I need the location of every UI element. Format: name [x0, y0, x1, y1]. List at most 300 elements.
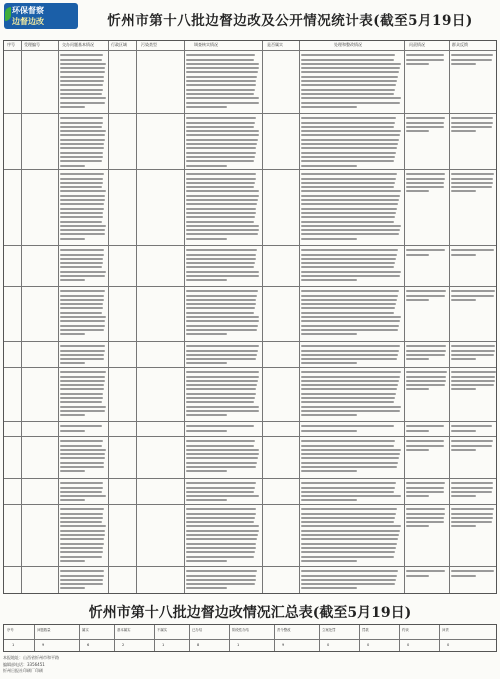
text-line — [301, 122, 395, 124]
text-line — [186, 54, 255, 56]
text-line — [186, 495, 259, 497]
text-line — [186, 345, 259, 347]
text-line — [186, 543, 256, 545]
text-line — [60, 89, 103, 91]
text-line — [406, 59, 444, 61]
text-line — [451, 249, 494, 251]
text-line — [451, 290, 495, 292]
text-line — [186, 212, 256, 214]
text-line — [451, 380, 495, 382]
text-line — [60, 173, 104, 175]
table-cell-text — [60, 288, 106, 339]
text-line — [186, 466, 256, 468]
summary-header-3: 基本属实 — [117, 628, 131, 632]
text-line — [301, 147, 397, 149]
summary-col-divider — [34, 625, 35, 651]
text-line — [186, 89, 255, 91]
text-line — [301, 84, 396, 86]
text-line — [186, 517, 255, 519]
text-line — [186, 295, 257, 297]
text-line — [406, 345, 446, 347]
text-line — [186, 312, 254, 314]
text-line — [301, 102, 400, 104]
text-line — [451, 254, 476, 256]
text-line — [60, 376, 105, 378]
text-line — [301, 97, 401, 99]
summary-header-9: 罚款 — [362, 628, 369, 632]
text-line — [186, 165, 227, 167]
summary-value-4: 1 — [162, 643, 165, 647]
text-line — [301, 312, 394, 314]
text-line — [301, 547, 396, 549]
text-line — [406, 388, 429, 390]
text-line — [301, 63, 401, 65]
text-line — [406, 122, 444, 124]
text-line — [301, 513, 396, 515]
col-header-8: 问责情况 — [409, 42, 425, 47]
text-line — [406, 482, 445, 484]
table-cell-text — [186, 568, 260, 593]
text-line — [186, 229, 259, 231]
table-cell-text — [451, 423, 496, 434]
summary-header-4: 不属实 — [157, 628, 168, 632]
text-line — [186, 538, 257, 540]
text-line — [301, 457, 399, 459]
text-line — [60, 290, 105, 292]
text-line — [186, 329, 257, 331]
text-line — [186, 457, 258, 459]
col-header-6: 是否属实 — [267, 42, 283, 47]
text-line — [301, 238, 357, 240]
table-col-divider — [299, 41, 300, 593]
table-cell-text — [451, 438, 496, 476]
text-line — [60, 525, 106, 527]
text-line — [186, 358, 256, 360]
text-line — [186, 579, 256, 581]
table-row-divider — [4, 169, 496, 170]
text-line — [186, 393, 256, 395]
text-line — [60, 513, 103, 515]
summary-header-11: 问责 — [442, 628, 449, 632]
text-line — [301, 76, 398, 78]
text-line — [186, 388, 256, 390]
text-line — [301, 165, 357, 167]
summary-header-2: 属实 — [82, 628, 89, 632]
text-line — [451, 508, 494, 510]
table-cell-text — [406, 115, 447, 167]
text-line — [60, 517, 103, 519]
text-line — [186, 208, 256, 210]
text-line — [186, 376, 259, 378]
text-line — [60, 530, 105, 532]
table-cell-text — [301, 423, 402, 434]
text-line — [301, 521, 394, 523]
table-cell-text — [406, 369, 447, 419]
table-cell-text — [301, 369, 402, 419]
text-line — [60, 76, 104, 78]
text-line — [60, 410, 105, 412]
text-line — [301, 160, 394, 162]
text-line — [60, 551, 103, 553]
text-line — [301, 397, 395, 399]
main-table — [3, 40, 497, 594]
text-line — [301, 380, 399, 382]
text-line — [186, 425, 254, 427]
text-line — [451, 63, 476, 65]
text-line — [451, 345, 495, 347]
col-header-0: 序号 — [7, 42, 15, 47]
table-cell-text — [301, 506, 402, 564]
text-line — [186, 482, 256, 484]
text-line — [60, 279, 85, 281]
text-line — [60, 295, 104, 297]
text-line — [451, 449, 476, 451]
text-line — [60, 547, 103, 549]
text-line — [301, 583, 395, 585]
text-line — [60, 178, 103, 180]
table-col-divider — [184, 41, 185, 593]
text-line — [186, 401, 254, 403]
text-line — [186, 587, 227, 589]
text-line — [60, 102, 105, 104]
summary-value-7: 9 — [282, 643, 285, 647]
table-cell-text — [60, 52, 106, 111]
text-line — [186, 307, 255, 309]
text-line — [301, 199, 399, 201]
text-line — [60, 156, 103, 158]
table-cell-text — [60, 247, 106, 284]
summary-col-divider — [399, 625, 400, 651]
table-row-divider — [4, 367, 496, 368]
table-col-divider — [108, 41, 109, 593]
text-line — [60, 350, 105, 352]
text-line — [60, 275, 105, 277]
text-line — [60, 466, 104, 468]
summary-header-6: 阶段性办结 — [232, 628, 249, 632]
text-line — [301, 143, 398, 145]
summary-col-divider — [229, 625, 230, 651]
text-line — [406, 126, 444, 128]
text-line — [301, 203, 398, 205]
text-line — [60, 579, 103, 581]
text-line — [186, 134, 259, 136]
summary-value-9: 0 — [367, 643, 370, 647]
text-line — [301, 362, 357, 364]
text-line — [301, 414, 357, 416]
text-line — [186, 279, 227, 281]
text-line — [60, 430, 85, 432]
text-line — [186, 93, 254, 95]
table-cell-text — [60, 438, 106, 476]
text-line — [301, 499, 357, 501]
text-line — [60, 134, 105, 136]
text-line — [451, 295, 494, 297]
text-line — [186, 583, 255, 585]
text-line — [301, 173, 397, 175]
text-line — [60, 487, 103, 489]
col-header-2: 交办问题基本情况 — [62, 42, 94, 47]
table-col-divider — [262, 41, 263, 593]
text-line — [301, 575, 397, 577]
text-line — [60, 186, 102, 188]
text-line — [186, 190, 259, 192]
text-line — [301, 579, 396, 581]
table-cell-text — [186, 171, 260, 243]
text-line — [60, 165, 85, 167]
text-line — [60, 312, 102, 314]
text-line — [301, 80, 397, 82]
table-cell-text — [301, 171, 402, 243]
text-line — [301, 517, 395, 519]
text-line — [60, 71, 105, 73]
text-line — [301, 393, 396, 395]
text-line — [60, 329, 104, 331]
table-cell-text — [186, 52, 260, 111]
text-line — [186, 445, 254, 447]
text-line — [301, 320, 400, 322]
text-line — [451, 186, 492, 188]
table-cell-text — [301, 52, 402, 111]
text-line — [451, 358, 476, 360]
text-line — [301, 233, 399, 235]
text-line — [451, 570, 494, 572]
table-cell-text — [60, 568, 106, 593]
summary-row-divider — [4, 639, 496, 640]
text-line — [186, 160, 254, 162]
text-line — [60, 106, 85, 108]
text-line — [301, 406, 401, 408]
text-line — [451, 575, 476, 577]
text-line — [451, 190, 476, 192]
text-line — [186, 76, 257, 78]
text-line — [60, 249, 104, 251]
text-line — [301, 445, 394, 447]
text-line — [60, 388, 104, 390]
text-line — [60, 397, 103, 399]
text-line — [60, 508, 104, 510]
text-line — [451, 513, 493, 515]
text-line — [406, 570, 445, 572]
text-line — [301, 316, 401, 318]
text-line — [406, 358, 429, 360]
table-col-divider — [136, 41, 137, 593]
text-line — [60, 320, 105, 322]
text-line — [406, 445, 444, 447]
text-line — [301, 551, 395, 553]
text-line — [301, 345, 400, 347]
text-line — [60, 462, 104, 464]
table-cell-text — [451, 369, 496, 419]
text-line — [301, 89, 395, 91]
text-line — [301, 299, 397, 301]
text-line — [301, 212, 396, 214]
text-line — [60, 358, 104, 360]
text-line — [60, 307, 103, 309]
text-line — [186, 186, 254, 188]
summary-table — [3, 624, 497, 652]
text-line — [186, 406, 259, 408]
table-cell-text — [406, 171, 447, 243]
table-row-divider — [4, 436, 496, 437]
text-line — [406, 63, 429, 65]
table-cell-text — [451, 480, 496, 502]
footer — [3, 655, 497, 675]
text-line — [301, 530, 400, 532]
text-line — [186, 371, 259, 373]
text-line — [60, 238, 85, 240]
text-line — [406, 354, 445, 356]
text-line — [301, 587, 357, 589]
table-cell-text — [451, 247, 496, 284]
text-line — [186, 139, 258, 141]
text-line — [186, 178, 256, 180]
text-line — [301, 71, 399, 73]
table-cell-text — [60, 480, 106, 502]
text-line — [60, 117, 103, 119]
text-line — [301, 229, 400, 231]
text-line — [186, 102, 259, 104]
text-line — [186, 143, 257, 145]
text-line — [406, 186, 444, 188]
text-line — [406, 190, 429, 192]
text-line — [451, 430, 476, 432]
text-line — [406, 249, 445, 251]
table-cell-text — [60, 171, 106, 243]
text-line — [451, 525, 476, 527]
table-col-divider — [58, 41, 59, 593]
text-line — [406, 517, 444, 519]
text-line — [186, 354, 257, 356]
table-cell-text — [451, 506, 496, 564]
text-line — [60, 93, 102, 95]
text-line — [60, 229, 105, 231]
text-line — [186, 130, 259, 132]
text-line — [186, 80, 256, 82]
text-line — [60, 152, 103, 154]
text-line — [60, 538, 104, 540]
text-line — [451, 173, 494, 175]
text-line — [60, 521, 102, 523]
table-cell-text — [451, 343, 496, 365]
text-line — [60, 216, 103, 218]
text-line — [406, 380, 446, 382]
text-line — [301, 307, 395, 309]
text-line — [186, 414, 227, 416]
text-line — [186, 249, 257, 251]
text-line — [406, 173, 445, 175]
text-line — [301, 275, 400, 277]
text-line — [60, 583, 103, 585]
text-line — [301, 401, 394, 403]
text-line — [451, 350, 495, 352]
text-line — [60, 143, 104, 145]
table-cell-text — [451, 171, 496, 243]
leaf-icon — [5, 7, 11, 21]
text-line — [186, 440, 255, 442]
col-header-3: 行政区域 — [111, 42, 127, 47]
table-row-divider — [4, 504, 496, 505]
page-title: 忻州市第十八批边督边改及公开情况统计表(截至5月19日) — [107, 13, 473, 29]
text-line — [301, 525, 401, 527]
table-cell-text — [60, 423, 106, 434]
summary-col-divider — [189, 625, 190, 651]
text-line — [60, 271, 106, 273]
text-line — [451, 388, 476, 390]
text-line — [186, 449, 259, 451]
text-line — [186, 63, 259, 65]
text-line — [301, 508, 397, 510]
text-line — [451, 59, 492, 61]
text-line — [186, 470, 227, 472]
table-col-divider — [404, 41, 405, 593]
text-line — [301, 67, 400, 69]
text-line — [60, 59, 102, 61]
text-line — [186, 182, 255, 184]
summary-value-2: 6 — [87, 643, 90, 647]
table-cell-text — [451, 568, 496, 593]
text-line — [186, 303, 256, 305]
text-line — [451, 178, 493, 180]
text-line — [60, 233, 105, 235]
text-line — [301, 388, 397, 390]
text-line — [186, 325, 258, 327]
table-cell-text — [186, 369, 260, 419]
text-line — [301, 371, 401, 373]
table-col-divider — [449, 41, 450, 593]
text-line — [406, 350, 446, 352]
text-line — [186, 106, 227, 108]
text-line — [406, 495, 429, 497]
text-line — [60, 126, 102, 128]
text-line — [60, 499, 85, 501]
text-line — [60, 258, 103, 260]
table-cell-text — [301, 247, 402, 284]
text-line — [301, 262, 395, 264]
text-line — [186, 575, 256, 577]
text-line — [60, 160, 102, 162]
summary-header-5: 已办结 — [192, 628, 203, 632]
text-line — [186, 233, 258, 235]
summary-header-8: 立案处罚 — [322, 628, 336, 632]
table-cell-text — [406, 423, 447, 434]
text-line — [60, 362, 85, 364]
text-line — [186, 547, 256, 549]
logo-text-2: 边督边改 — [12, 17, 44, 26]
table-cell-text — [186, 343, 260, 365]
text-line — [301, 186, 394, 188]
text-line — [406, 425, 444, 427]
text-line — [406, 513, 445, 515]
text-line — [186, 499, 227, 501]
text-line — [60, 470, 85, 472]
summary-col-divider — [114, 625, 115, 651]
summary-col-divider — [154, 625, 155, 651]
summary-col-divider — [359, 625, 360, 651]
summary-value-0: 1 — [12, 643, 15, 647]
text-line — [186, 203, 257, 205]
text-line — [301, 570, 398, 572]
text-line — [451, 54, 493, 56]
text-line — [406, 575, 429, 577]
text-line — [186, 126, 254, 128]
text-line — [301, 59, 394, 61]
text-line — [301, 462, 398, 464]
text-line — [451, 491, 492, 493]
table-row-divider — [4, 421, 496, 422]
text-line — [60, 316, 106, 318]
table-cell-text — [451, 115, 496, 167]
text-line — [60, 208, 104, 210]
